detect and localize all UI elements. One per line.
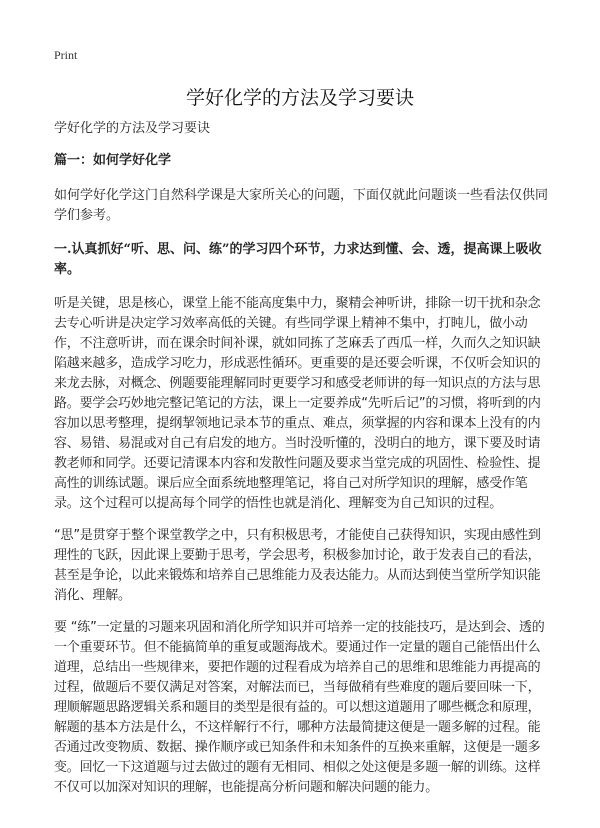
print-label: Print <box>54 48 78 62</box>
article-body <box>54 120 548 810</box>
body-paragraph-2: “思”是贯穿于整个课堂教学之中，只有积极思考，才能使自己获得知识，实现由感性到理性的飞跃，因此课上要勤于思考，学会思考，积极参加讨论，敢于发表自己的看法，甚至是争论，以此来锻炼和培养自己思维能力及表达能力。从而达到使当堂所学知识能消化、理解。 <box>54 528 541 603</box>
body-paragraph-3: 要 “练”一定量的习题来巩固和消化所学知识并可培养一定的技能技巧，是达到会、透的一个重要环节。但不能搞简单的重复或题海战术。要通过作一定量的题自己能悟出什么道理，总结出一些规律来，要把作题的过程看成为培养自己的思维和思维能力再提高的过程，做题后不要仅满足对答案，对解法而已，当每做稍有些难度的题后要回味一下，理顺解题思路逻辑关系和题目的类型是很有益的。可以想这道题用了哪些概念和原理，解题的基本方法是什么，不这样解行不行，哪种方法最简捷这便是一题多解的过程。能否通过改变物质、数据、操作顺序或已知条件和未知条件的互换来重解，这便是一题多变。回忆一下这道题与过去做过的题有无相同、相似之处这便是多题一解的训练。这样不仅可以加深对知识的理解，也能提高分析问题和解决问题的能力。 <box>54 620 545 795</box>
intro-paragraph: 如何学好化学这门自然科学课是大家所关心的问题，下面仅就此问题谈一些看法仅供同学们参考。 <box>54 188 549 223</box>
article-subtitle: 学好化学的方法及学习要诀 <box>54 121 211 136</box>
point-heading: 一.认真抓好“听、思、问、练”的学习四个环节，力求达到懂、会、透，提高课上吸收率。 <box>54 242 542 277</box>
page-title: 学好化学的方法及学习要诀 <box>185 87 414 109</box>
section-heading: 篇一：如何学好化学 <box>54 153 172 168</box>
body-paragraph-1: 听是关键，思是核心，课堂上能不能高度集中力，聚精会神听讲，排除一切干扰和杂念去专心听讲是决定学习效率高低的关键。有些同学课上精神不集中，打盹儿，做小动作，不注意听讲，而在课余时间补课，就如同拣了芝麻丢了西瓜一样，久而久之知识缺陷越来越多，造成学习吃力，形成恶性循环。更重要的是还要会听课，不仅听会知识的来龙去脉，对概念、例题要能理解同时更要学习和感受老师讲的每一知识点的方法与思路。要学会巧妙地完整记笔记的方法，课上一定要养成“先听后记”的习惯，将听到的内容加以思考整理，提纲挈领地记录本节的重点、难点，须掌握的内容和课本上没有的内容、易错、易混或对自己有启发的地方。当时没听懂的，没明白的地方，课下要及时请教老师和同学。还要记清课本内容和发散性问题及要求当堂完成的巩固性、检验性、提高性的训练试题。课后应全面系统地整理笔记，将自己对所学知识的理解，感受作笔录。这个过程可以提高每个同学的悟性也就是消化、理解变为自己知识的过程。 <box>54 296 541 511</box>
